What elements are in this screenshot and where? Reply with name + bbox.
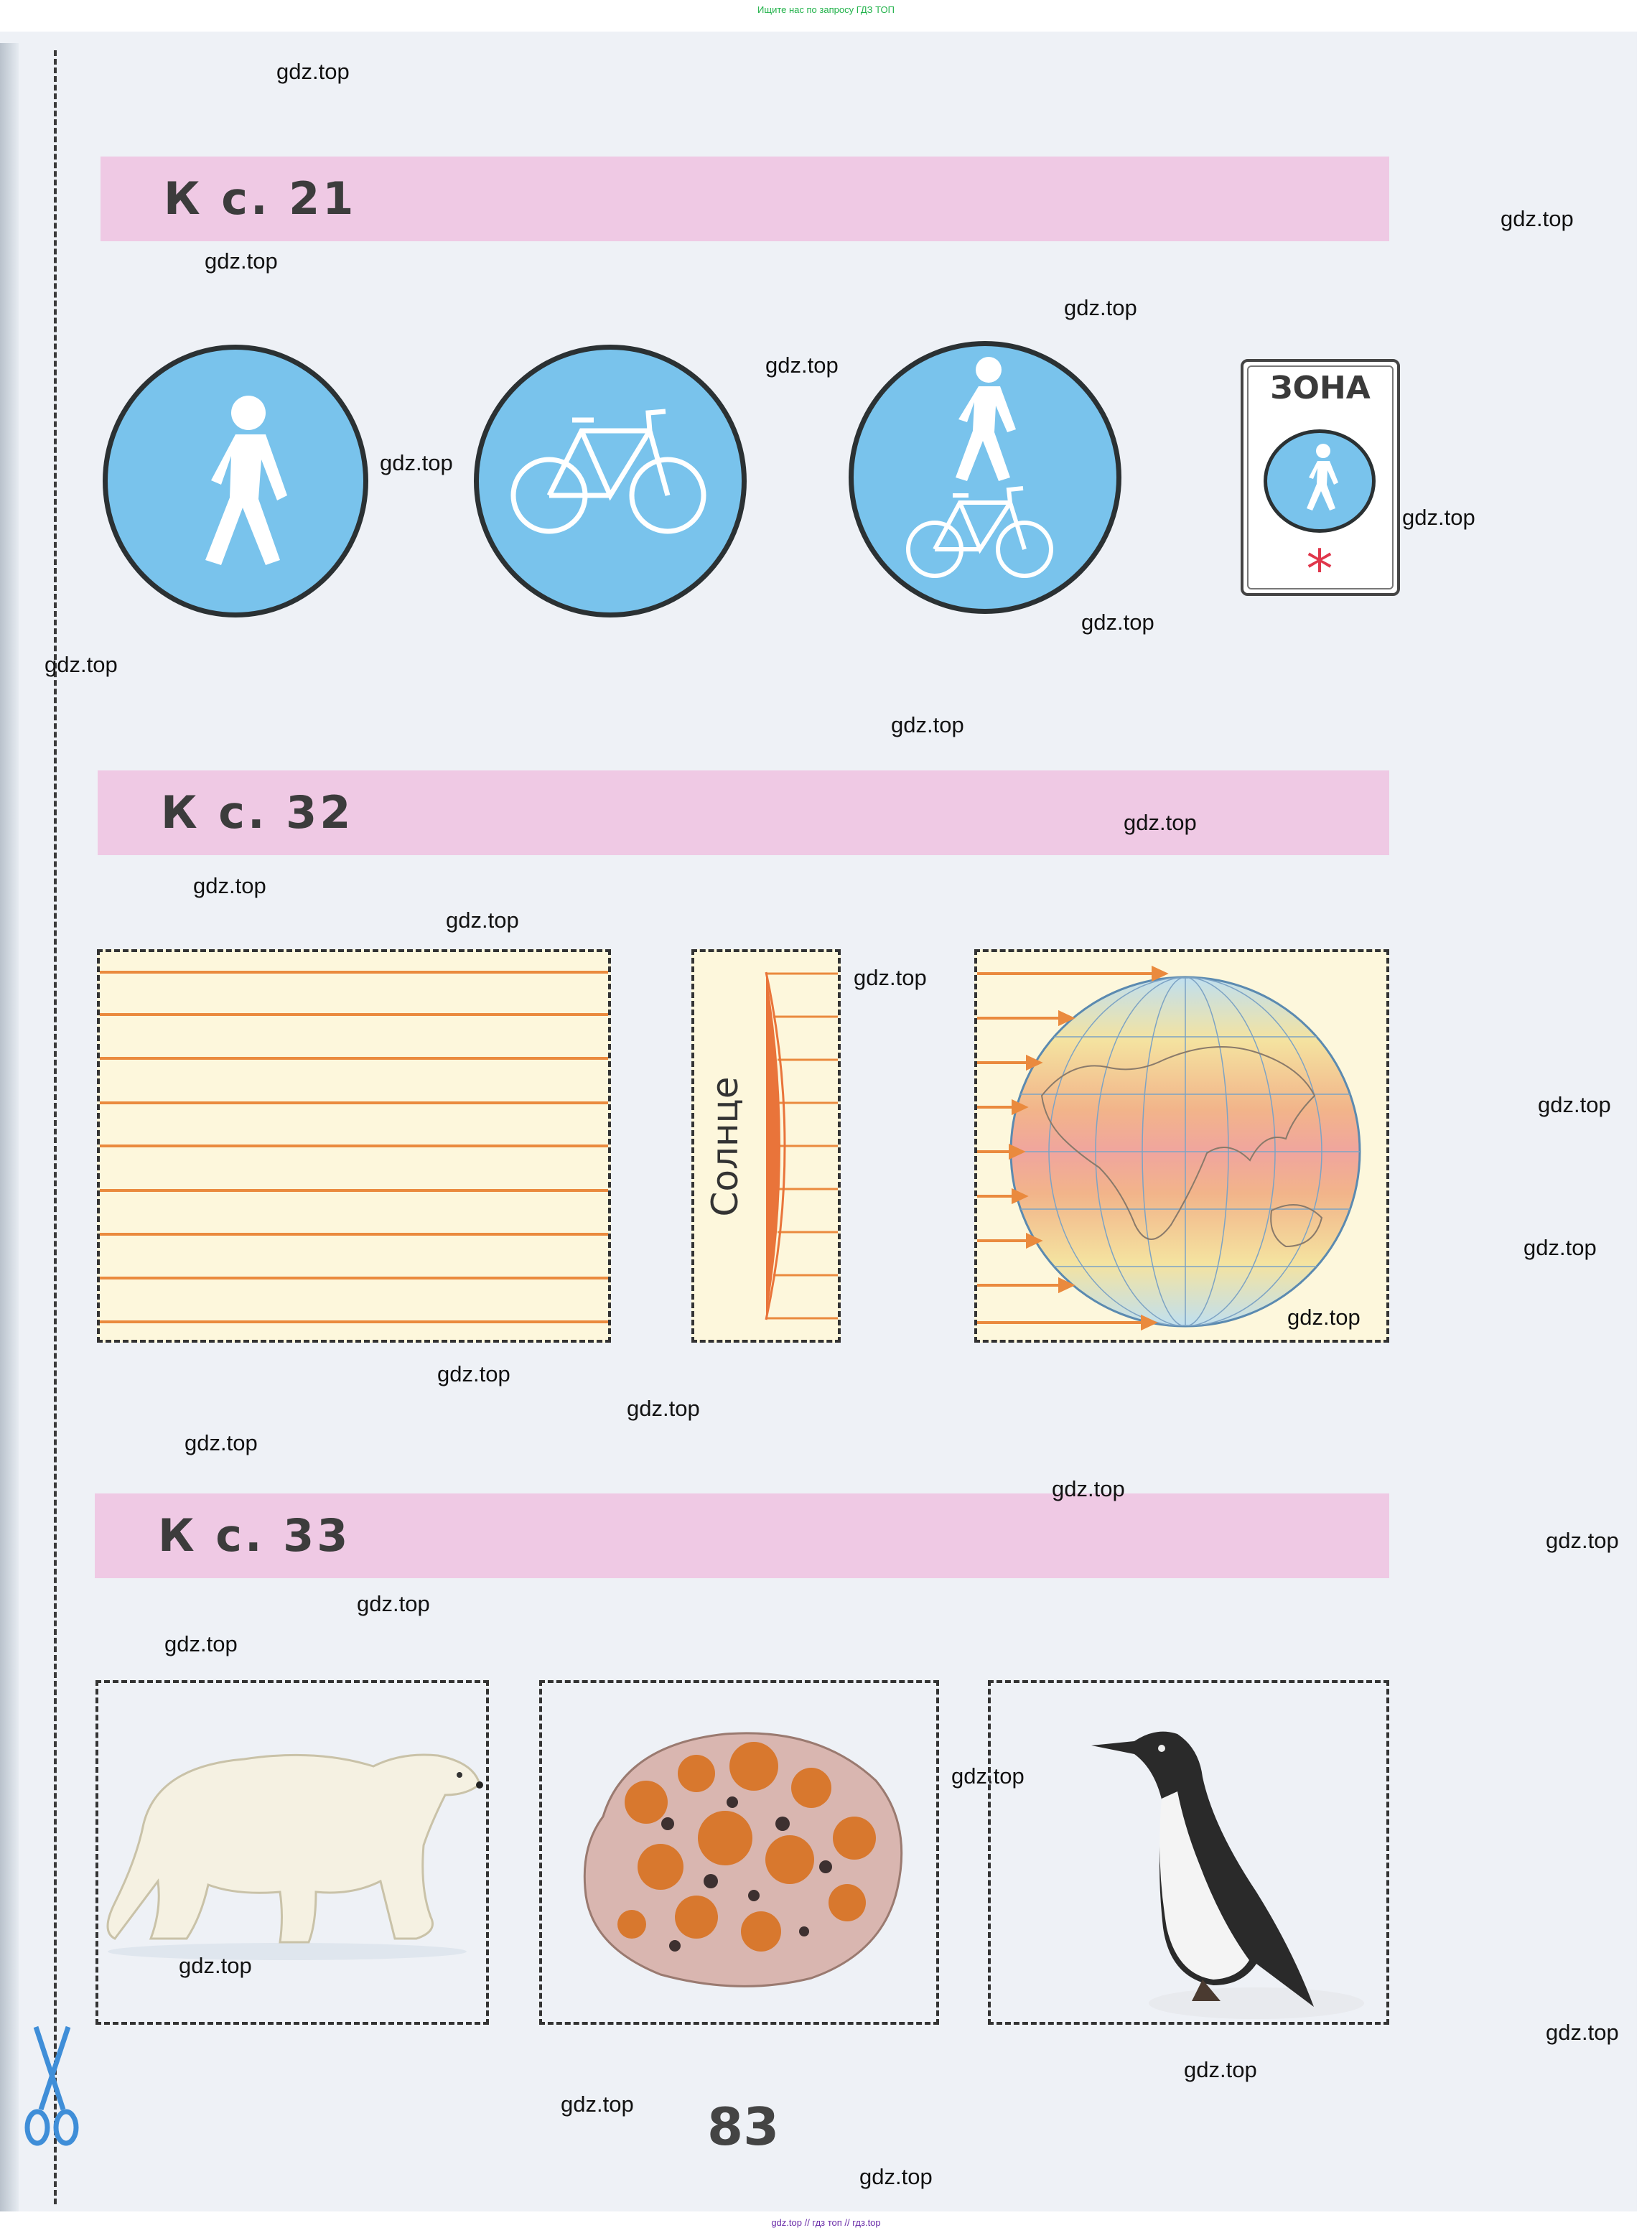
cut-line [54,50,57,2204]
watermark: gdz.top [380,450,453,475]
section-heading: К с. 33 [158,1509,351,1562]
watermark: gdz.top [1546,2020,1619,2045]
watermark: gdz.top [627,1396,700,1421]
watermark: gdz.top [276,59,350,84]
zone-label: ЗОНА [1270,370,1371,406]
watermark: gdz.top [179,1953,252,1978]
top-note: Ищите нас по запросу ГДЗ ТОП [757,4,895,15]
shared-path-sign [845,337,1125,617]
bicycle-sign [470,341,750,621]
watermark: gdz.top [357,1591,430,1616]
star-icon: * [1306,539,1333,596]
watermark: gdz.top [164,1631,238,1656]
watermark: gdz.top [185,1430,258,1455]
section-banner-33 [95,1493,1389,1578]
watermark: gdz.top [561,2092,634,2117]
watermark: gdz.top [1064,295,1137,320]
polar-bear-image [101,1723,488,1960]
watermark: gdz.top [854,965,927,990]
watermark: gdz.top [951,1763,1025,1789]
watermark: gdz.top [1052,1476,1125,1501]
watermark: gdz.top [1287,1305,1361,1330]
watermark: gdz.top [45,652,118,677]
watermark: gdz.top [1081,610,1154,635]
watermark: gdz.top [193,873,266,898]
page-number: 83 [707,2097,780,2157]
watermark: gdz.top [205,248,278,274]
watermark: gdz.top [859,2164,933,2189]
watermark: gdz.top [437,1361,510,1386]
lichen-rock-image [574,1716,912,1996]
section-heading: К с. 32 [161,786,354,839]
globe-image [977,952,1386,1340]
watermark: gdz.top [1538,1092,1611,1117]
watermark: gdz.top [1546,1528,1619,1553]
pedestrian-sign [99,341,372,621]
watermark: gdz.top [765,353,839,378]
scissors-icon [22,2023,83,2149]
watermark: gdz.top [1402,505,1475,530]
guillemot-bird-image [1077,1720,1364,2021]
parallel-rays [100,952,608,1340]
watermark: gdz.top [1501,206,1574,231]
watermark: gdz.top [1523,1235,1597,1260]
section-heading: К с. 21 [164,172,357,225]
sun-label: Солнце [704,1076,746,1217]
bottom-note: gdz.top // гдз топ // гдз.top [771,2217,881,2228]
watermark: gdz.top [1124,810,1197,835]
watermark: gdz.top [446,908,519,933]
watermark: gdz.top [891,712,964,737]
section-banner-21 [101,157,1389,241]
page-binding-shadow [0,43,19,2211]
watermark: gdz.top [1184,2057,1257,2082]
